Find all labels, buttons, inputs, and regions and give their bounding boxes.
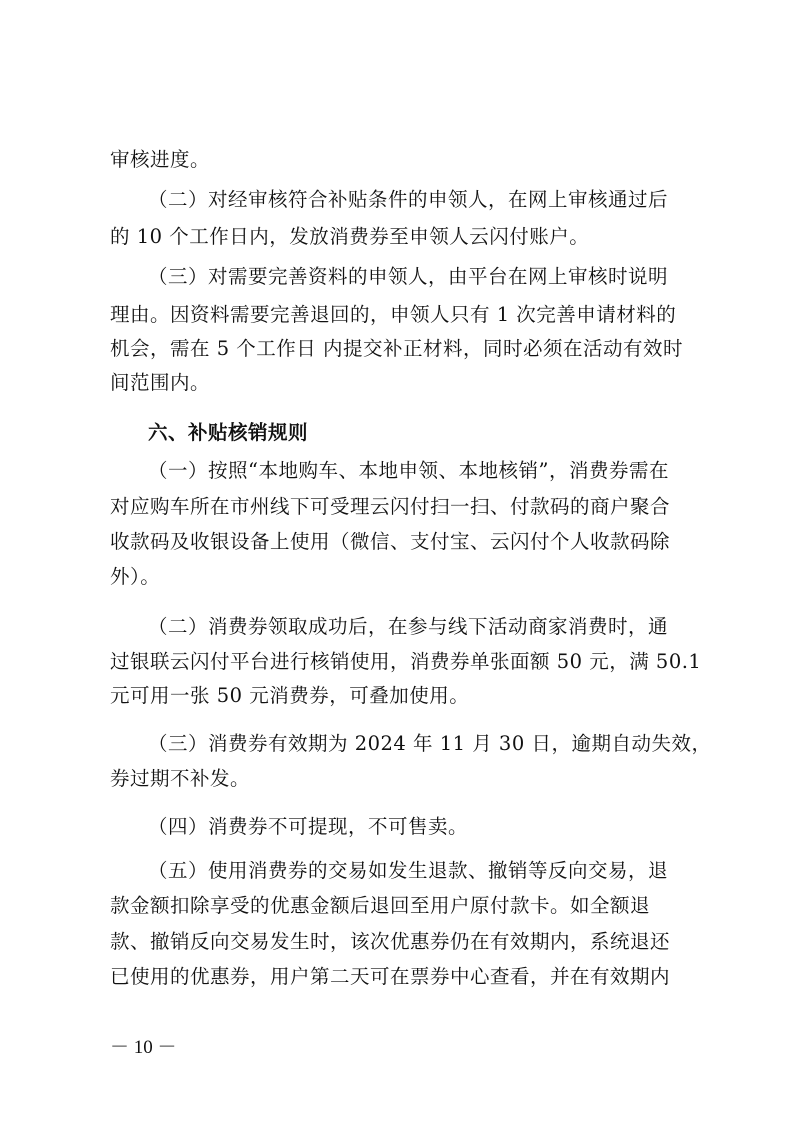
paragraph-line: （五）使用消费券的交易如发生退款、撤销等反向交易，退 xyxy=(148,859,669,882)
paragraph-line: 的 10 个工作日内，发放消费券至申领人云闪付账户。 xyxy=(110,225,590,248)
paragraph-line: 款金额扣除享受的优惠金额后退回至用户原付款卡。如全额退 xyxy=(110,894,651,917)
paragraph-line: 间范围内。 xyxy=(110,371,211,394)
paragraph-line: 对应购车所在市州线下可受理云闪付扫一扫、付款码的商户聚合 xyxy=(110,495,671,518)
paragraph-line: （一）按照“本地购车、本地申领、本地核销”，消费券需在 xyxy=(148,459,669,482)
paragraph-line: 审核进度。 xyxy=(110,148,211,171)
page-number: － 10 － xyxy=(110,1037,177,1058)
section-heading: 六、补贴核销规则 xyxy=(148,421,309,444)
paragraph-line: 券过期不补发。 xyxy=(110,767,251,790)
paragraph-line: 理由。因资料需要完善退回的，申领人只有 1 次完善申请材料的 xyxy=(110,303,677,326)
paragraph-line: 过银联云闪付平台进行核销使用，消费券单张面额 50 元，满 50.1 xyxy=(110,650,702,673)
paragraph-line: 已使用的优惠券，用户第二天可在票券中心查看，并在有效期内 xyxy=(110,965,671,988)
paragraph-line: 款、撤销反向交易发生时，该次优惠券仍在有效期内，系统退还 xyxy=(110,930,671,953)
paragraph-line: （二）消费券领取成功后，在参与线下活动商家消费时，通 xyxy=(148,615,669,638)
paragraph-line: 机会，需在 5 个工作日 内提交补正材料，同时必须在活动有效时 xyxy=(110,337,684,360)
paragraph-line: （四）消费券不可提现，不可售卖。 xyxy=(148,815,469,838)
paragraph-line: 元可用一张 50 元消费券，可叠加使用。 xyxy=(110,684,470,707)
paragraph-line: 外）。 xyxy=(110,565,161,588)
paragraph-line: （三）对需要完善资料的申领人，由平台在网上审核时说明 xyxy=(148,265,669,288)
paragraph-line: 收款码及收银设备上使用（微信、支付宝、云闪付个人收款码除 xyxy=(110,530,671,553)
paragraph-line: （三）消费券有效期为 2024 年 11 月 30 日，逾期自动失效， xyxy=(148,732,712,755)
paragraph-line: （二）对经审核符合补贴条件的申领人，在网上审核通过后 xyxy=(148,188,669,211)
